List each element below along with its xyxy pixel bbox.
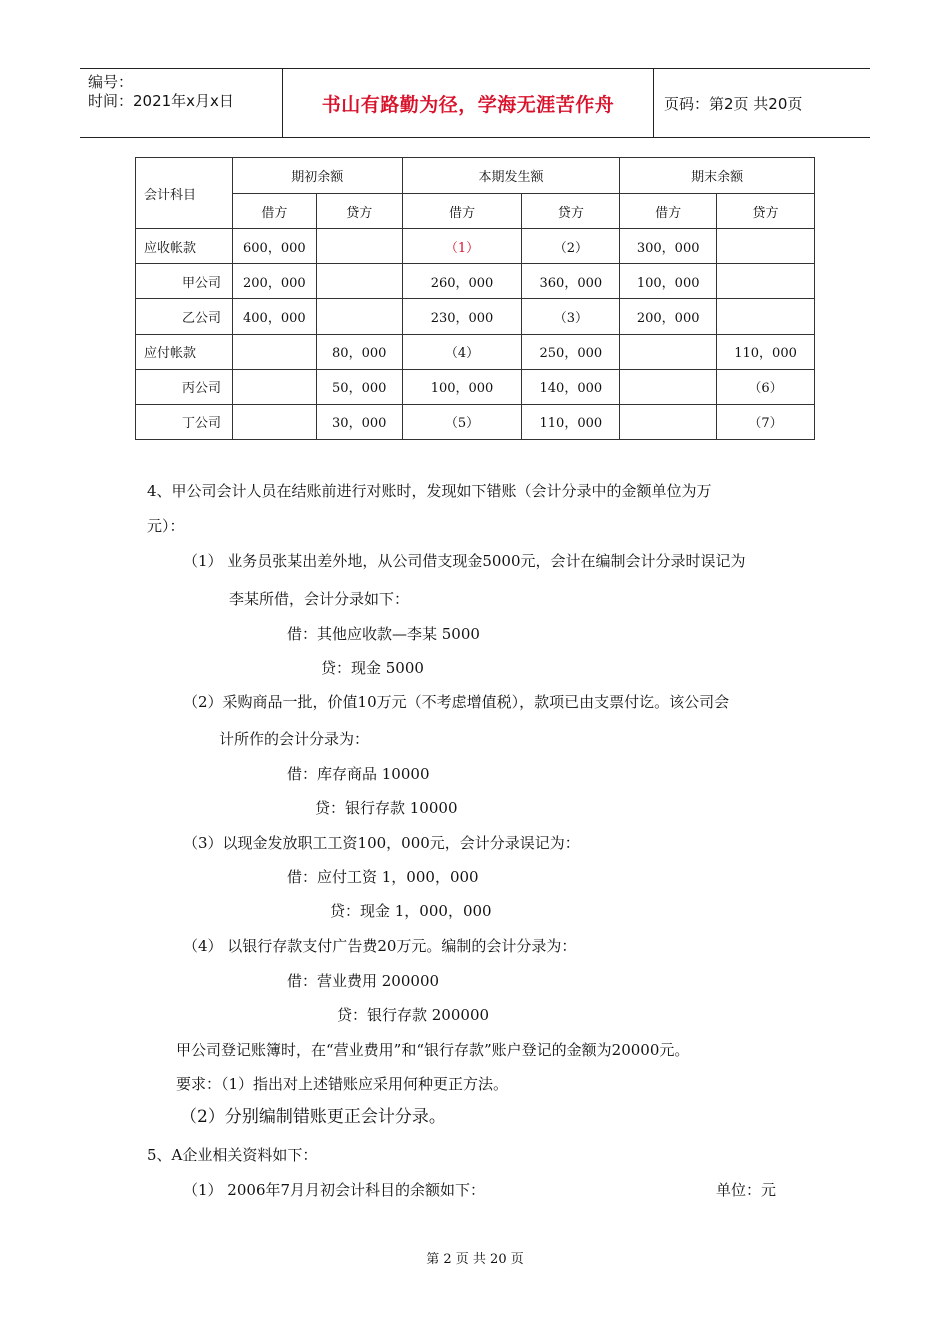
column-header-subject: 会计科目 bbox=[136, 158, 233, 229]
table-cell: 200，000 bbox=[232, 264, 316, 299]
column-header-debit: 借方 bbox=[620, 194, 717, 229]
table-row bbox=[136, 334, 815, 369]
row-subject: 丁公司 bbox=[136, 404, 233, 439]
page-header bbox=[80, 68, 870, 138]
table-cell: （1） bbox=[402, 229, 522, 264]
table-row bbox=[136, 369, 815, 404]
item-2-text: （2）采购商品一批，价值10万元（不考虑增值税），款项已由支票付讫。该公司会 bbox=[183, 693, 730, 711]
item-4-credit: 贷：银行存款 200000 bbox=[337, 1006, 490, 1024]
table-cell: 260，000 bbox=[402, 264, 522, 299]
column-header-credit: 贷方 bbox=[717, 194, 815, 229]
column-header-debit: 借方 bbox=[232, 194, 316, 229]
table-row bbox=[136, 264, 815, 299]
account-balance-table bbox=[135, 157, 815, 440]
item-3-debit: 借：应付工资 1，000，000 bbox=[287, 868, 479, 886]
column-group-current: 本期发生额 bbox=[402, 158, 620, 194]
table-row bbox=[136, 299, 815, 334]
header-meta bbox=[80, 69, 282, 137]
table-cell: 100，000 bbox=[620, 264, 717, 299]
table-cell: 250，000 bbox=[522, 334, 620, 369]
row-subject: 乙公司 bbox=[136, 299, 233, 334]
table-cell bbox=[316, 299, 402, 334]
column-group-closing: 期末余额 bbox=[620, 158, 815, 194]
table-cell: 30，000 bbox=[316, 404, 402, 439]
table-cell: 230，000 bbox=[402, 299, 522, 334]
table-cell: 110，000 bbox=[522, 404, 620, 439]
item-2-credit: 贷：银行存款 10000 bbox=[315, 799, 458, 817]
item-1-text: （1） 业务员张某出差外地，从公司借支现金5000元，会计在编制会计分录时误记为 bbox=[183, 552, 746, 570]
document-date-label: 时间：2021年x月x日 bbox=[88, 92, 234, 110]
table-cell: 360，000 bbox=[522, 264, 620, 299]
page-footer: 第 2 页 共 20 页 bbox=[426, 1252, 524, 1267]
table-subheader-row bbox=[136, 194, 815, 229]
table-cell: 50，000 bbox=[316, 369, 402, 404]
column-group-opening: 期初余额 bbox=[232, 158, 402, 194]
table-row bbox=[136, 404, 815, 439]
table-cell bbox=[620, 404, 717, 439]
requirement-1: 要求：（1）指出对上述错账应采用何种更正方法。 bbox=[176, 1075, 509, 1093]
row-subject: 应付帐款 bbox=[136, 334, 233, 369]
question-4-text-cont: 元）： bbox=[147, 517, 185, 535]
table-cell bbox=[232, 369, 316, 404]
table-cell bbox=[717, 264, 815, 299]
table-cell bbox=[717, 299, 815, 334]
table-cell: 400，000 bbox=[232, 299, 316, 334]
table-cell bbox=[620, 369, 717, 404]
table-cell bbox=[232, 334, 316, 369]
table-cell: 140，000 bbox=[522, 369, 620, 404]
item-3-credit: 贷：现金 1，000，000 bbox=[330, 902, 492, 920]
table-cell bbox=[232, 404, 316, 439]
table-cell: 300，000 bbox=[620, 229, 717, 264]
question-4-text: 4、甲公司会计人员在结账前进行对账时，发现如下错账（会计分录中的金额单位为万 bbox=[147, 482, 712, 500]
table-cell bbox=[620, 334, 717, 369]
row-subject: 丙公司 bbox=[136, 369, 233, 404]
unit-label: 单位：元 bbox=[716, 1181, 777, 1199]
table-cell: 100，000 bbox=[402, 369, 522, 404]
row-subject: 甲公司 bbox=[136, 264, 233, 299]
item-1-credit: 贷：现金 5000 bbox=[321, 659, 424, 677]
item-4-text: （4） 以银行存款支付广告费20万元。编制的会计分录为： bbox=[183, 937, 577, 955]
header-motto: 书山有路勤为径，学海无涯苦作舟 bbox=[282, 69, 654, 137]
table-header-row bbox=[136, 158, 815, 194]
table-cell: 110，000 bbox=[717, 334, 815, 369]
question-5-text: 5、A企业相关资料如下： bbox=[147, 1146, 318, 1164]
table-row bbox=[136, 229, 815, 264]
table-cell: （3） bbox=[522, 299, 620, 334]
column-header-credit: 贷方 bbox=[316, 194, 402, 229]
item-1-text-cont: 李某所借，会计分录如下： bbox=[229, 590, 410, 608]
table-cell: 200，000 bbox=[620, 299, 717, 334]
question-5-item-1: （1） 2006年7月月初会计科目的余额如下： bbox=[183, 1181, 486, 1199]
table-cell: （7） bbox=[717, 404, 815, 439]
table-cell bbox=[316, 264, 402, 299]
document-number-label: 编号： bbox=[88, 73, 134, 91]
table-cell: （5） bbox=[402, 404, 522, 439]
table-cell: （6） bbox=[717, 369, 815, 404]
item-1-debit: 借：其他应收款—李某 5000 bbox=[287, 625, 480, 643]
row-subject: 应收帐款 bbox=[136, 229, 233, 264]
column-header-credit: 贷方 bbox=[522, 194, 620, 229]
ledger-note: 甲公司登记账簿时，在“营业费用”和“银行存款”账户登记的金额为20000元。 bbox=[176, 1041, 690, 1059]
table-cell: 80，000 bbox=[316, 334, 402, 369]
item-2-text-cont: 计所作的会计分录为： bbox=[219, 730, 370, 748]
item-3-text: （3）以现金发放职工工资100，000元，会计分录误记为： bbox=[183, 834, 580, 852]
table-cell bbox=[316, 229, 402, 264]
header-page-number: 页码：第2页 共20页 bbox=[664, 94, 803, 113]
table-cell: 600，000 bbox=[232, 229, 316, 264]
column-header-debit: 借方 bbox=[402, 194, 522, 229]
table-cell: （2） bbox=[522, 229, 620, 264]
item-4-debit: 借：营业费用 200000 bbox=[287, 972, 440, 990]
table-cell bbox=[717, 229, 815, 264]
table-cell: （4） bbox=[402, 334, 522, 369]
requirement-2: （2）分别编制错账更正会计分录。 bbox=[180, 1107, 446, 1127]
item-2-debit: 借：库存商品 10000 bbox=[287, 765, 430, 783]
